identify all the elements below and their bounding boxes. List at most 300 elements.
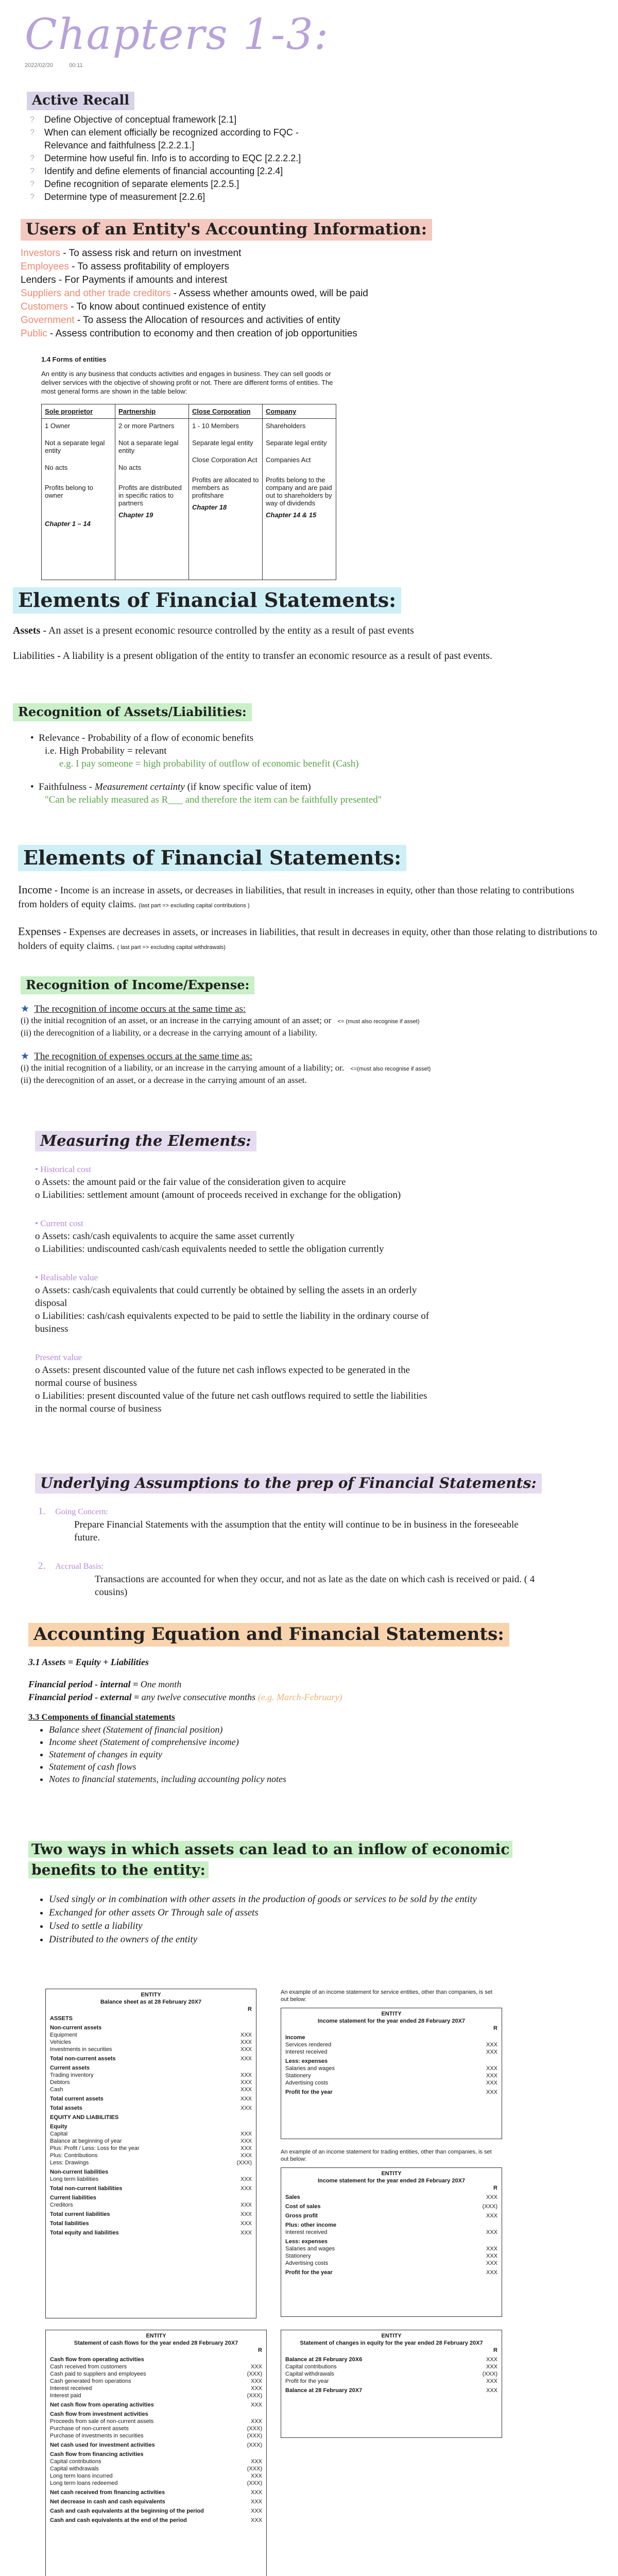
statement-row bbox=[50, 2229, 252, 2236]
statement-value: XXX bbox=[250, 2402, 262, 2408]
statement-label: Salaries and wages bbox=[285, 2065, 335, 2072]
statement-row bbox=[50, 2064, 252, 2072]
statement-row bbox=[50, 2123, 252, 2130]
measure-name: Present value bbox=[35, 1352, 82, 1362]
statement-row bbox=[50, 2031, 252, 2039]
forms-cell: Shareholders Separate legal entity Companies Act Profits belong to the company and are paid out to shareholders by way of dividends Chapter 14 & 15 bbox=[263, 419, 336, 580]
statement-row bbox=[285, 2238, 497, 2245]
statement-value: XXX bbox=[486, 2378, 497, 2384]
users-section bbox=[21, 219, 597, 341]
measure-block: • Historical cost o Assets: the amount paid or the fair value of the consideration given to acquire o Liabilities: settlement amount (amount of proceeds received in exchange for the obligation) bbox=[35, 1163, 437, 1201]
inflows-title: Two ways in which assets can lead to an inflow of economic benefits to the entity: bbox=[28, 1839, 574, 1880]
assets-definition: Assets - An asset is a present economic resource controlled by the entity as a result of past events bbox=[13, 625, 414, 636]
statement-value: (XXX) bbox=[247, 2480, 262, 2486]
page-meta bbox=[25, 62, 329, 69]
statement-value: XXX bbox=[486, 2387, 497, 2394]
income-recognition-i: (i) the initial recognition of an asset, or an increase in the carrying amount of an asset; or <= (must also recognise if asset) bbox=[21, 1015, 420, 1025]
question-icon: ? bbox=[30, 180, 35, 189]
statement-label: Cash bbox=[50, 2087, 63, 2093]
statement-label: Profit for the year bbox=[285, 2089, 333, 2095]
measure-block: Present value o Assets: present discounted value of the future net cash inflows expected to be generated in the normal course of business o Liabilities: present discounted value of the future net cash outflows required to settle the liabilities in the normal course of business bbox=[35, 1351, 437, 1415]
statement-label: Purchase of investments in securities bbox=[50, 2433, 144, 2439]
page-time: 00:11 bbox=[69, 62, 83, 69]
statement-row bbox=[285, 2222, 497, 2229]
relevance-sub: i.e. High Probability = relevant bbox=[45, 745, 167, 756]
star-icon: ★ bbox=[21, 1051, 30, 1062]
forms-header: Close Corporation bbox=[189, 404, 263, 419]
expense-recognition bbox=[21, 1051, 608, 1086]
statement-value: XXX bbox=[486, 2049, 497, 2055]
statement-label: Capital contributions bbox=[50, 2459, 101, 2465]
statement-row bbox=[285, 2089, 497, 2096]
statement-label: Trading inventory bbox=[50, 2072, 94, 2078]
statement-value: XXX bbox=[250, 2517, 262, 2523]
statement-row bbox=[285, 2378, 497, 2385]
income-statement-service-rows bbox=[285, 2034, 497, 2096]
statement-label: Vehicles bbox=[50, 2039, 71, 2045]
statement-label: Cash received from customers bbox=[50, 2364, 127, 2370]
statement-label: Balance at 28 February 20X6 bbox=[285, 2357, 363, 2363]
statement-value: XXX bbox=[486, 2073, 497, 2079]
statement-value: XXX bbox=[240, 2153, 252, 2159]
statement-label: Total non-current assets bbox=[50, 2056, 116, 2062]
financial-period-internal: Financial period - internal = One month bbox=[28, 1679, 182, 1689]
user-item: Government - To assess the Allocation of resources and activities of entity bbox=[21, 315, 340, 326]
statement-label: Long term loans incurred bbox=[50, 2473, 113, 2479]
statement-label: Plus: Contributions bbox=[50, 2153, 98, 2159]
statement-label: Investments in securities bbox=[50, 2046, 112, 2053]
statement-row bbox=[50, 2465, 262, 2472]
statement-label: Less: expenses bbox=[285, 2058, 328, 2064]
recognition-income-title: Recognition of Income/Expense: bbox=[21, 976, 254, 994]
statement-row bbox=[50, 2159, 252, 2166]
statement-label: Capital withdrawals bbox=[50, 2466, 99, 2472]
inflow-item: • Exchanged for other assets Or Through sale of assets bbox=[49, 1906, 574, 1920]
forms-cell: 1 Owner Not a separate legal entity No acts Profits belong to owner Chapter 1 – 14 bbox=[42, 419, 115, 580]
component-item: • Notes to financial statements, including accounting policy notes bbox=[49, 1773, 595, 1785]
statement-row bbox=[50, 2498, 262, 2505]
statement-value: XXX bbox=[240, 2221, 252, 2227]
statement-label: Balance at beginning of year bbox=[50, 2138, 122, 2144]
active-recall-section bbox=[27, 92, 593, 204]
forms-of-entities bbox=[41, 355, 340, 580]
statement-row bbox=[50, 2472, 262, 2480]
income-recognition bbox=[21, 1004, 608, 1039]
statement-label: Non-current liabilities bbox=[50, 2169, 109, 2175]
statement-value: (XXX) bbox=[236, 2160, 252, 2166]
statement-value: XXX bbox=[250, 2499, 262, 2505]
statement-label: EQUITY AND LIABILITIES bbox=[50, 2114, 119, 2121]
question-icon: ? bbox=[30, 193, 35, 201]
statement-label: Cash flow from financing activities bbox=[50, 2451, 144, 2458]
statement-value: XXX bbox=[240, 2202, 252, 2208]
statement-row bbox=[285, 2260, 497, 2267]
statement-row bbox=[285, 2079, 497, 2087]
statement-label: Cash generated from operations bbox=[50, 2378, 131, 2384]
forms-cell: 1 - 10 Members Separate legal entity Close Corporation Act Profits are allocated to members as profitshare Chapter 18 bbox=[189, 419, 263, 580]
statement-label: Stationery bbox=[285, 2253, 311, 2259]
statement-row bbox=[50, 2211, 252, 2218]
forms-header-row bbox=[42, 404, 336, 419]
income-statement-trading-rows bbox=[285, 2194, 497, 2276]
statement-row bbox=[50, 2079, 252, 2086]
statement-label: Long term loans redeemed bbox=[50, 2480, 118, 2486]
statement-row bbox=[50, 2185, 252, 2192]
measure-name: • Current cost bbox=[35, 1218, 83, 1228]
statement-row bbox=[285, 2370, 497, 2378]
relevance-block bbox=[30, 732, 600, 770]
recall-item: ? Determine how useful fin. Info is to according to EQC [2.2.2.2.] bbox=[27, 152, 593, 165]
statement-value: XXX bbox=[486, 2260, 497, 2266]
component-item: • Statement of cash flows bbox=[49, 1760, 595, 1773]
statement-value: XXX bbox=[486, 2253, 497, 2259]
expense-recognition-ii: (ii) the derecognition of an asset, or a decrease in the carrying amount of an asset. bbox=[21, 1075, 307, 1085]
equation-formula: 3.1 Assets = Equity + Liabilities bbox=[28, 1657, 149, 1667]
statement-row bbox=[285, 2363, 497, 2370]
user-item: Suppliers and other trade creditors - Assess whether amounts owed, will be paid bbox=[21, 288, 368, 299]
cash-flow-statement: ENTITY Statement of cash flows for the year ended 28 February 20X7 R Cash flow from operating activities Cash received from customers XXX Cash paid to suppliers and employees (XXX) Cash generated from operations XXX Interest received XXX Interest paid (XXX) Net cash flow from operating activities XXX Cash flow from investment activities Proceeds from sale of non-current assets XXX Purchase of non-current assets (XXX) Purchase of investments in securities (XXX) Net cash used for investment activities (XXX) Cash flow from financing activities Capital contributions XXX Capital withdrawals (XXX) Long term loans incurred XXX Long term loans redeemed (XXX) Net cash received from financing activities XXX Net decrease in cash and cash equivalents XXX Cash and cash equivalents at the beginning of the period XXX Cash and cash equivalents at the end of the period XXX bbox=[45, 2330, 267, 2576]
statement-row bbox=[50, 2385, 262, 2392]
statement-label: Advertising costs bbox=[285, 2260, 329, 2266]
user-item: Investors - To assess risk and return on investment bbox=[21, 248, 242, 259]
statement-label: Services rendered bbox=[285, 2042, 332, 2048]
forms-intro: An entity is any business that conducts activities and engages in business. They can sell goods or deliver services with the objective of showing profit or not. There are different forms of entities. The most general forms are shown in the table below: bbox=[41, 370, 333, 395]
faithfulness-block bbox=[30, 781, 600, 806]
statement-label: Total non-current liabilities bbox=[50, 2185, 123, 2192]
statement-value: XXX bbox=[486, 2065, 497, 2072]
components-title: 3.3 Components of financial statements bbox=[28, 1712, 175, 1722]
statement-row bbox=[50, 2086, 252, 2093]
statement-row bbox=[285, 2269, 497, 2276]
statement-label: Cash and cash equivalents at the end of the period bbox=[50, 2517, 187, 2523]
statement-label: Cash and cash equivalents at the beginning of the period bbox=[50, 2508, 204, 2514]
statement-label: Net cash used for investment activities bbox=[50, 2442, 155, 2448]
statement-label: Cash flow from investment activities bbox=[50, 2411, 148, 2417]
statement-row bbox=[50, 2072, 252, 2079]
page-title-wrap bbox=[25, 10, 329, 69]
faithfulness-line: • Faithfulness - Measurement certainty (if know specific value of item) bbox=[30, 782, 311, 792]
changes-in-equity-rows bbox=[285, 2356, 497, 2394]
statement-value: (XXX) bbox=[247, 2442, 262, 2448]
statement-value: XXX bbox=[486, 2357, 497, 2363]
user-item: Customers - To know about continued existence of entity bbox=[21, 301, 266, 312]
statement-row bbox=[285, 2034, 497, 2041]
statement-value: XXX bbox=[240, 2079, 252, 2086]
statement-row bbox=[50, 2138, 252, 2145]
recognition-assets-title: Recognition of Assets/Liabilities: bbox=[13, 703, 252, 721]
statement-value: (XXX) bbox=[247, 2433, 262, 2439]
statement-value: XXX bbox=[240, 2176, 252, 2182]
statement-label: Total current liabilities bbox=[50, 2211, 110, 2217]
statement-label: Capital withdrawals bbox=[285, 2371, 334, 2377]
statement-row bbox=[50, 2152, 252, 2159]
active-recall-title: Active Recall bbox=[27, 92, 134, 110]
statement-label: Gross profit bbox=[285, 2213, 318, 2219]
elements-title-2: Elements of Financial Statements: bbox=[18, 845, 406, 871]
statement-label: Profit for the year bbox=[285, 2378, 329, 2384]
statement-label: Capital bbox=[50, 2131, 68, 2137]
statement-row bbox=[50, 2220, 252, 2227]
statement-row bbox=[50, 2095, 252, 2103]
statement-label: Debtors bbox=[50, 2079, 70, 2086]
statement-label: Less: Drawings bbox=[50, 2160, 89, 2166]
statement-value: XXX bbox=[250, 2473, 262, 2479]
statement-row bbox=[50, 2480, 262, 2487]
statement-value: (XXX) bbox=[482, 2371, 497, 2377]
equation-title: Accounting Equation and Financial Statements: bbox=[28, 1623, 509, 1647]
statement-label: Net cash received from financing activities bbox=[50, 2489, 165, 2496]
elements-title-1: Elements of Financial Statements: bbox=[13, 587, 401, 614]
statement-row bbox=[50, 2451, 262, 2458]
statement-label: Current liabilities bbox=[50, 2195, 96, 2201]
statement-row bbox=[50, 2105, 252, 2112]
user-item: Lenders - For Payments if amounts and interest bbox=[21, 275, 228, 285]
statement-value: (XXX) bbox=[247, 2371, 262, 2377]
statement-label: Salaries and wages bbox=[285, 2246, 335, 2252]
income-statement-service: ENTITY Income statement for the year ended 28 February 20X7 R Income Services rendered XXX Interest received XXX Less: expenses Salaries and wages XXX Stationery XXX Advertising costs XXX Profit for the year XXX bbox=[281, 2008, 502, 2139]
statement-value: XXX bbox=[486, 2269, 497, 2276]
statement-value: (XXX) bbox=[247, 2466, 262, 2472]
statement-label: Sales bbox=[285, 2194, 300, 2200]
forms-header: Partnership bbox=[115, 404, 189, 419]
statement-row bbox=[50, 2168, 252, 2176]
measure-name: • Realisable value bbox=[35, 1273, 98, 1282]
statement-value: XXX bbox=[486, 2213, 497, 2219]
statement-row bbox=[285, 2072, 497, 2079]
statement-label: Cash paid to suppliers and employees bbox=[50, 2371, 146, 2377]
component-item: • Income sheet (Statement of comprehensive income) bbox=[49, 1736, 595, 1748]
component-item: • Statement of changes in equity bbox=[49, 1748, 595, 1760]
statement-value: XXX bbox=[486, 2229, 497, 2235]
statement-value: XXX bbox=[250, 2385, 262, 2392]
statement-row bbox=[285, 2245, 497, 2252]
statement-label: Cost of sales bbox=[285, 2204, 321, 2210]
income-statement-trading-intro: An example of an income statement for trading entities, other than companies, is set out below: bbox=[281, 2149, 492, 2162]
statement-value: XXX bbox=[250, 2418, 262, 2425]
statement-row bbox=[285, 2212, 497, 2219]
statement-row bbox=[50, 2055, 252, 2062]
statement-label: Plus: Profit / Less: Loss for the year bbox=[50, 2145, 140, 2151]
statement-value: XXX bbox=[240, 2230, 252, 2236]
statement-row bbox=[285, 2203, 497, 2210]
statement-label: Equity bbox=[50, 2124, 67, 2130]
financial-periods bbox=[28, 1678, 595, 1704]
statement-label: Total assets bbox=[50, 2105, 82, 2111]
users-list bbox=[21, 247, 597, 341]
recognition-assets-section bbox=[13, 703, 600, 806]
assumption-item: 2. Accrual Basis: Transactions are accounted for when they occur, and not as late as the date on which cash is received or paid. ( 4 cousins) bbox=[38, 1561, 535, 1598]
statement-value: (XXX) bbox=[247, 2426, 262, 2432]
statement-label: Total current assets bbox=[50, 2096, 104, 2102]
statement-value: XXX bbox=[240, 2072, 252, 2078]
statement-value: XXX bbox=[486, 2080, 497, 2086]
statement-label: Proceeds from sale of non-current assets bbox=[50, 2418, 154, 2425]
assumptions-section bbox=[35, 1473, 602, 1599]
expense-recognition-i: (i) the initial recognition of a liability, or an increase in the carrying amount of a liability; or. <=(must also recognise if asset) bbox=[21, 1063, 431, 1073]
statement-row bbox=[50, 2015, 252, 2022]
statement-value: XXX bbox=[250, 2459, 262, 2465]
statement-row bbox=[50, 2489, 262, 2496]
statement-label: Income bbox=[285, 2035, 305, 2041]
forms-table bbox=[41, 404, 336, 580]
recall-item: ? Determine type of measurement [2.2.6] bbox=[27, 191, 593, 204]
statement-row bbox=[285, 2252, 497, 2260]
inflow-item: • Used singly or in combination with other assets in the production of goods or services to be sold by the entity bbox=[49, 1893, 574, 1906]
statement-label: Long term liabilities bbox=[50, 2176, 99, 2182]
statement-label: Net cash flow from operating activities bbox=[50, 2402, 154, 2408]
assumption-item: 1. Going Concern: Prepare Financial Statements with the assumption that the entity will continue to be in business in the foreseeable future. bbox=[38, 1506, 519, 1543]
forms-heading: 1.4 Forms of entities bbox=[41, 355, 107, 363]
statement-label: Purchase of non-current assets bbox=[50, 2426, 129, 2432]
statement-row bbox=[285, 2194, 497, 2201]
statement-row bbox=[285, 2356, 497, 2363]
statement-value: XXX bbox=[240, 2046, 252, 2053]
statement-row bbox=[50, 2130, 252, 2138]
balance-sheet: ENTITY Balance sheet as at 28 February 20X7 R ASSETS Non-current assets Equipment XXX Vehicles XXX Investments in securities XXX Total non-current assets XXX Current assets Trading inventory XXX Debtors XXX Cash XXX Total current assets XXX Total assets XXX EQUITY AND LIABILITIES Equity Capital XXX Balance at beginning of year XXX Plus: Profit / Less: Loss for the year XXX Plus: Contributions XXX Less: Drawings (XXX) Non-current liabilities Long term liabilities XXX Total non-current liabilities XXX Current liabilities Creditors XXX Total current liabilities XXX Total liabilities XXX Total equity and liabilities XXX bbox=[45, 1989, 256, 2318]
user-item: Employees - To assess profitability of employers bbox=[21, 261, 230, 272]
statement-value: XXX bbox=[240, 2105, 252, 2111]
statement-row bbox=[50, 2392, 262, 2399]
statement-label: Capital contributions bbox=[285, 2364, 337, 2370]
statement-label: Plus: other income bbox=[285, 2222, 337, 2228]
statement-label: Non-current assets bbox=[50, 2025, 102, 2031]
statement-label: Net decrease in cash and cash equivalents bbox=[50, 2499, 165, 2505]
statement-value: XXX bbox=[240, 2145, 252, 2151]
statement-row bbox=[50, 2507, 262, 2515]
statement-label: Interest received bbox=[50, 2385, 92, 2392]
statement-value: XXX bbox=[240, 2096, 252, 2102]
inflows-list bbox=[28, 1893, 574, 1946]
question-icon: ? bbox=[30, 128, 35, 137]
components-list bbox=[28, 1723, 595, 1785]
statement-value: XXX bbox=[240, 2032, 252, 2038]
question-icon: ? bbox=[30, 115, 35, 124]
statement-value: XXX bbox=[250, 2489, 262, 2496]
statement-row bbox=[50, 2432, 262, 2439]
statement-label: ASSETS bbox=[50, 2015, 73, 2022]
statement-value: XXX bbox=[240, 2138, 252, 2144]
statement-row bbox=[285, 2229, 497, 2236]
forms-row bbox=[42, 419, 336, 580]
statement-label: Interest received bbox=[285, 2229, 328, 2235]
statement-label: Current assets bbox=[50, 2065, 90, 2071]
measure-name: • Historical cost bbox=[35, 1164, 91, 1174]
measuring-title: Measuring the Elements: bbox=[35, 1131, 256, 1151]
inflows-section bbox=[28, 1839, 574, 1946]
statement-label: Interest paid bbox=[50, 2393, 81, 2399]
statement-label: Less: expenses bbox=[285, 2239, 328, 2245]
statement-row bbox=[50, 2176, 252, 2183]
recall-item: ? Define recognition of separate elements [2.2.5.] bbox=[27, 178, 593, 191]
statement-row bbox=[50, 2114, 252, 2121]
statement-value: XXX bbox=[240, 2131, 252, 2137]
recall-item: ? Identify and define elements of financial accounting [2.2.4] bbox=[27, 165, 593, 178]
question-icon: ? bbox=[30, 167, 35, 176]
star-icon: ★ bbox=[21, 1004, 30, 1014]
statement-value: XXX bbox=[250, 2378, 262, 2384]
statement-value: XXX bbox=[240, 2056, 252, 2062]
statement-row bbox=[285, 2048, 497, 2056]
statement-row bbox=[50, 2418, 262, 2425]
statement-value: XXX bbox=[486, 2089, 497, 2095]
component-item: • Balance sheet (Statement of financial position) bbox=[49, 1723, 595, 1736]
income-recognition-ii: (ii) the derecognition of a liability, or a decrease in the carrying amount of a liability. bbox=[21, 1028, 318, 1038]
liabilities-definition: Liabilities - A liability is a present obligation of the entity to transfer an economic resource as a result of past events. bbox=[13, 650, 492, 662]
cash-flow-rows bbox=[50, 2356, 262, 2524]
forms-cell: 2 or more Partners Not a separate legal entity No acts Profits are distributed in specific ratios to partners Chapter 19 bbox=[115, 419, 189, 580]
statement-row bbox=[50, 2517, 262, 2524]
income-recognition-head: ★ The recognition of income occurs at the same time as: bbox=[21, 1004, 246, 1014]
page-date: 2022/02/20 bbox=[25, 62, 54, 69]
statement-row bbox=[50, 2201, 252, 2209]
statement-label: Profit for the year bbox=[285, 2269, 333, 2276]
income-definition: Income - Income is an increase in assets, or decreases in liabilities, that result in increases in equity, other than those relating to contributions from holders of equity claims. (last part => excluding capital contributions ) bbox=[18, 883, 574, 910]
measuring-list bbox=[35, 1163, 437, 1415]
recall-item: ? When can element officially be recognized according to FQC - Relevance and faithfulness [2.2.2.1.] bbox=[30, 127, 299, 150]
statement-label: Cash flow from operating activities bbox=[50, 2357, 144, 2363]
balance-sheet-rows bbox=[50, 2015, 252, 2236]
statement-row bbox=[285, 2041, 497, 2048]
statement-row bbox=[50, 2411, 262, 2418]
statement-row bbox=[50, 2356, 262, 2363]
forms-header: Company bbox=[263, 404, 336, 419]
financial-period-external: Financial period - external = any twelve consecutive months (e.g. March-February) bbox=[28, 1692, 342, 1702]
statement-row bbox=[50, 2378, 262, 2385]
statement-label: Creditors bbox=[50, 2202, 73, 2208]
measure-block: • Realisable value o Assets: cash/cash equivalents that could currently be obtained by selling the assets in an orderly disposal o Liabilities: cash/cash equivalents expected to be paid to settle the liability in the ordinary course of business bbox=[35, 1271, 437, 1335]
assumptions-title: Underlying Assumptions to the prep of Financial Statements: bbox=[35, 1473, 542, 1494]
statement-value: XXX bbox=[486, 2194, 497, 2200]
statement-row bbox=[50, 2194, 252, 2201]
statement-row bbox=[50, 2458, 262, 2465]
statement-value: XXX bbox=[250, 2508, 262, 2514]
statement-value: XXX bbox=[486, 2364, 497, 2370]
statement-row bbox=[50, 2425, 262, 2432]
statement-value: XXX bbox=[250, 2364, 262, 2370]
statement-row bbox=[50, 2039, 252, 2046]
users-title: Users of an Entity's Accounting Information: bbox=[21, 219, 432, 241]
statement-value: XXX bbox=[240, 2185, 252, 2192]
relevance-line: • Relevance - Probability of a flow of economic benefits bbox=[30, 733, 253, 743]
statement-row bbox=[285, 2387, 497, 2394]
page-title: Chapters 1-3: bbox=[25, 10, 330, 59]
statement-row bbox=[285, 2058, 497, 2065]
statement-row bbox=[50, 2145, 252, 2152]
user-item: Public - Assess contribution to economy and then creation of job opportunities bbox=[21, 328, 357, 339]
statement-value: XXX bbox=[486, 2042, 497, 2048]
statement-label: Equipment bbox=[50, 2032, 77, 2038]
statement-row bbox=[50, 2370, 262, 2378]
statement-row bbox=[285, 2065, 497, 2072]
statement-value: XXX bbox=[486, 2246, 497, 2252]
forms-header: Sole proprietor bbox=[42, 404, 115, 419]
changes-in-equity: ENTITY Statement of changes in equity for the year ended 28 February 20X7 R Balance at 28 February 20X6 XXX Capital contributions XXX Capital withdrawals (XXX) Profit for the year XXX Balance at 28 February 20X7 XXX bbox=[281, 2330, 502, 2438]
inflow-item: • Used to settle a liability bbox=[49, 1920, 574, 1933]
statement-row bbox=[50, 2401, 262, 2409]
statement-value: XXX bbox=[240, 2211, 252, 2217]
statement-value: XXX bbox=[240, 2039, 252, 2045]
question-icon: ? bbox=[30, 154, 35, 163]
faithfulness-quote: "Can be reliably measured as R___ and therefore the item can be faithfully presented" bbox=[45, 794, 382, 805]
statement-label: Balance at 28 February 20X7 bbox=[285, 2387, 363, 2394]
measure-block: • Current cost o Assets: cash/cash equivalents to acquire the same asset currently o Liabilities: undiscounted cash/cash equivalents needed to settle the obligation currently bbox=[35, 1217, 437, 1256]
statement-row bbox=[50, 2024, 252, 2031]
statement-row bbox=[50, 2363, 262, 2370]
statement-row bbox=[50, 2046, 252, 2053]
income-statement-service-intro: An example of an income statement for service entities, other than companies, is set out below: bbox=[281, 1989, 492, 2003]
expense-recognition-head: ★ The recognition of expenses occurs at the same time as: bbox=[21, 1051, 252, 1062]
income-statement-trading: ENTITY Income statement for the year ended 28 February 20X7 R Sales XXX Cost of sales (XXX) Gross profit XXX Plus: other income Interest received XXX Less: expenses Salaries and wages XXX Stationery XXX Advertising costs XXX Profit for the year XXX bbox=[281, 2167, 502, 2317]
